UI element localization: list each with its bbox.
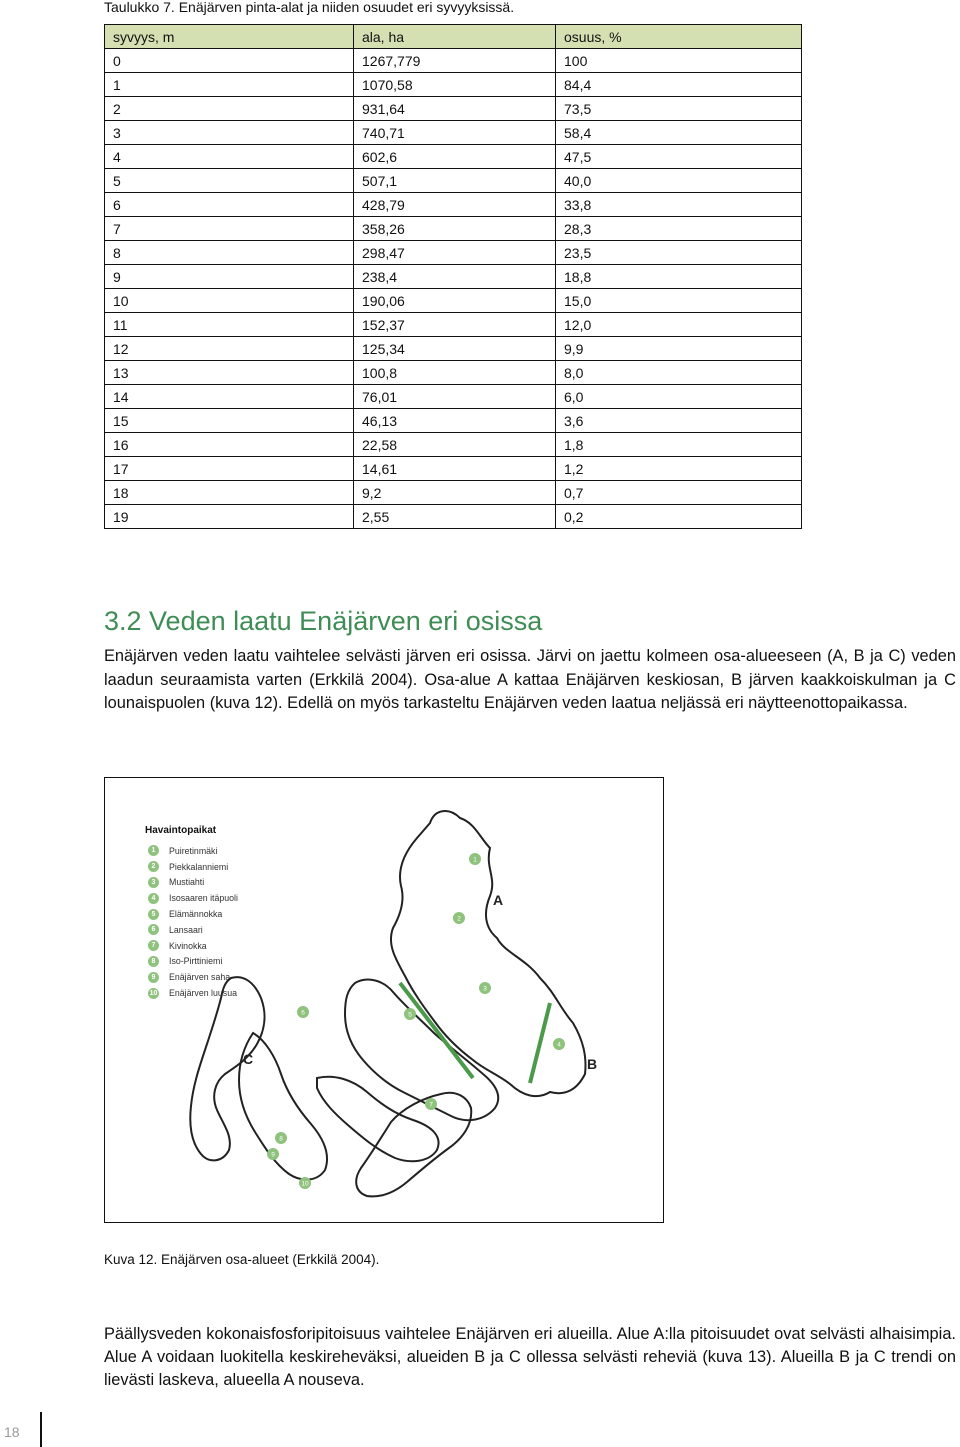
legend-label: Elämännokka [169,909,223,920]
table-row [105,217,802,241]
depth-area-table [104,24,802,529]
table-row [105,73,802,97]
figure-caption: Kuva 12. Enäjärven osa-alueet (Erkkilä 2004). [104,1252,380,1267]
legend-number-badge: 9 [148,972,159,983]
table-row [105,97,802,121]
legend-number-badge: 6 [148,924,159,935]
cell-area: 1267,779 [354,49,556,73]
header-area: ala, ha [354,25,556,49]
map-marker-number: 4 [557,1041,561,1049]
map-marker-number: 3 [483,985,487,993]
table-row [105,49,802,73]
cell-share: 9,9 [556,337,802,361]
table-row [105,145,802,169]
map-marker [275,1132,287,1144]
legend-label: Iso-Pirttiniemi [169,956,223,967]
map-marker [297,1006,309,1018]
section-title: 3.2 Veden laatu Enäjärven eri osissa [104,606,543,636]
cell-depth: 18 [105,481,354,505]
cell-share: 0,2 [556,505,802,529]
cell-share: 33,8 [556,193,802,217]
cell-share: 18,8 [556,265,802,289]
cell-share: 28,3 [556,217,802,241]
cell-share: 58,4 [556,121,802,145]
cell-area: 14,61 [354,457,556,481]
cell-share: 3,6 [556,409,802,433]
table-row [105,193,802,217]
map-marker [299,1177,311,1189]
cell-share: 23,5 [556,241,802,265]
map-marker-number: 1 [473,856,477,864]
paragraph-phosphorus: Päällysveden kokonaisfosforipitoisuus vaihtelee Enäjärven eri alueilla. Alue A:lla pitoisuudet ovat selvästi alhaisimpia. Alue A voidaan luokitella keskireheväksi, alueiden B ja C ollessa selvästi reheviä (kuva 13). Alueilla B ja C trendi on lievästi laskeva, alueella A nouseva. [104,1325,956,1389]
cell-area: 125,34 [354,337,556,361]
table-row [105,169,802,193]
divider-line-a-b [530,1003,550,1083]
legend-number-badge: 5 [148,909,159,920]
map-marker [425,1098,437,1110]
legend-number-badge: 4 [148,893,159,904]
table-row [105,265,802,289]
cell-depth: 16 [105,433,354,457]
lake-shoreline-north [391,811,586,1096]
cell-share: 6,0 [556,385,802,409]
cell-depth: 15 [105,409,354,433]
cell-area: 238,4 [354,265,556,289]
table-row [105,241,802,265]
cell-area: 9,2 [354,481,556,505]
legend-number-badge: 1 [148,845,159,856]
legend-label: Lansaari [169,924,203,935]
legend-label: Kivinokka [169,940,207,951]
cell-share: 12,0 [556,313,802,337]
cell-depth: 5 [105,169,354,193]
map-marker [267,1148,279,1160]
map-marker-number: 5 [408,1011,412,1019]
cell-share: 47,5 [556,145,802,169]
table-row [105,361,802,385]
map-marker-number: 6 [301,1009,305,1017]
cell-depth: 6 [105,193,354,217]
legend-title: Havaintopaikat [145,825,217,836]
table-row [105,433,802,457]
cell-share: 100 [556,49,802,73]
table-row [105,457,802,481]
legend-label: Mustiahti [169,877,205,888]
map-markers [267,853,565,1189]
cell-depth: 4 [105,145,354,169]
lake-map-drawing [105,778,663,1222]
legend-label: Enäjärven luusua [169,988,237,999]
cell-area: 507,1 [354,169,556,193]
legend-number-badge: 8 [148,956,159,967]
cell-share: 84,4 [556,73,802,97]
table-row [105,481,802,505]
table-row [105,385,802,409]
cell-area: 190,06 [354,289,556,313]
cell-share: 40,0 [556,169,802,193]
cell-area: 100,8 [354,361,556,385]
cell-area: 152,37 [354,313,556,337]
map-marker-number: 8 [279,1135,283,1143]
cell-share: 0,7 [556,481,802,505]
map-marker [453,912,465,924]
lake-shoreline-west [345,980,498,1121]
paragraph-water-quality: Enäjärven veden laatu vaihtelee selvästi järven eri osissa. Järvi on jaettu kolmeen osa-alueeseen (A, B ja C) veden laadun seuraamista varten (Erkkilä 2004). Osa-alue A kattaa Enäjärven keskiosan, B järven kaakkoiskulman ja C lounaispuolen (kuva 12). Edellä on myös tarkasteltu Enäjärven veden laatua neljässä eri näytteenottopaikassa. [104,647,956,712]
legend-number-badge: 3 [148,877,159,888]
map-marker-number: 9 [271,1151,275,1159]
map-marker [553,1038,565,1050]
legend-label: Enäjärven saha [169,972,231,983]
cell-depth: 17 [105,457,354,481]
map-marker-number: 7 [429,1101,433,1109]
cell-depth: 9 [105,265,354,289]
cell-area: 740,71 [354,121,556,145]
map-marker [469,853,481,865]
map-marker [479,982,491,994]
lake-map-figure [104,777,664,1223]
cell-share: 73,5 [556,97,802,121]
cell-area: 931,64 [354,97,556,121]
header-depth: syvyys, m [105,25,354,49]
legend-label: Puiretinmäki [169,845,218,856]
header-share: osuus, % [556,25,802,49]
map-marker [404,1008,416,1020]
table-row [105,409,802,433]
cell-share: 1,8 [556,433,802,457]
cell-area: 22,58 [354,433,556,457]
table-row [105,337,802,361]
cell-depth: 12 [105,337,354,361]
cell-depth: 10 [105,289,354,313]
area-label-a: A [493,892,504,908]
divider-line-a-c [400,983,473,1078]
cell-depth: 2 [105,97,354,121]
table-header-row [105,25,802,49]
cell-depth: 7 [105,217,354,241]
page-number: 18 [4,1424,20,1440]
area-label-b: B [587,1056,598,1072]
cell-share: 1,2 [556,457,802,481]
cell-area: 428,79 [354,193,556,217]
map-marker-number: 2 [457,915,461,923]
cell-share: 8,0 [556,361,802,385]
map-marker-number: 10 [301,1180,309,1188]
legend-number-badge: 7 [148,940,159,951]
cell-depth: 3 [105,121,354,145]
cell-area: 298,47 [354,241,556,265]
cell-depth: 8 [105,241,354,265]
cell-depth: 19 [105,505,354,529]
cell-area: 1070,58 [354,73,556,97]
legend-number-badge: 10 [149,989,158,997]
legend-label: Piekkalanniemi [169,861,229,872]
cell-area: 2,55 [354,505,556,529]
cell-area: 602,6 [354,145,556,169]
table-row [105,289,802,313]
page-number-box [0,1412,42,1447]
table-row [105,121,802,145]
cell-depth: 0 [105,49,354,73]
table-row [105,313,802,337]
cell-area: 46,13 [354,409,556,433]
table-row [105,505,802,529]
cell-depth: 14 [105,385,354,409]
cell-depth: 1 [105,73,354,97]
legend-label: Isosaaren itäpuoli [169,893,238,904]
cell-depth: 11 [105,313,354,337]
cell-depth: 13 [105,361,354,385]
lake-shoreline-far-west [190,977,264,1160]
table-caption: Taulukko 7. Enäjärven pinta-alat ja niiden osuudet eri syvyyksissä. [104,0,515,15]
cell-area: 358,26 [354,217,556,241]
cell-area: 76,01 [354,385,556,409]
cell-share: 15,0 [556,289,802,313]
lake-shoreline-south [317,1077,439,1162]
area-label-c: C [243,1051,254,1067]
legend-number-badge: 2 [148,861,159,872]
